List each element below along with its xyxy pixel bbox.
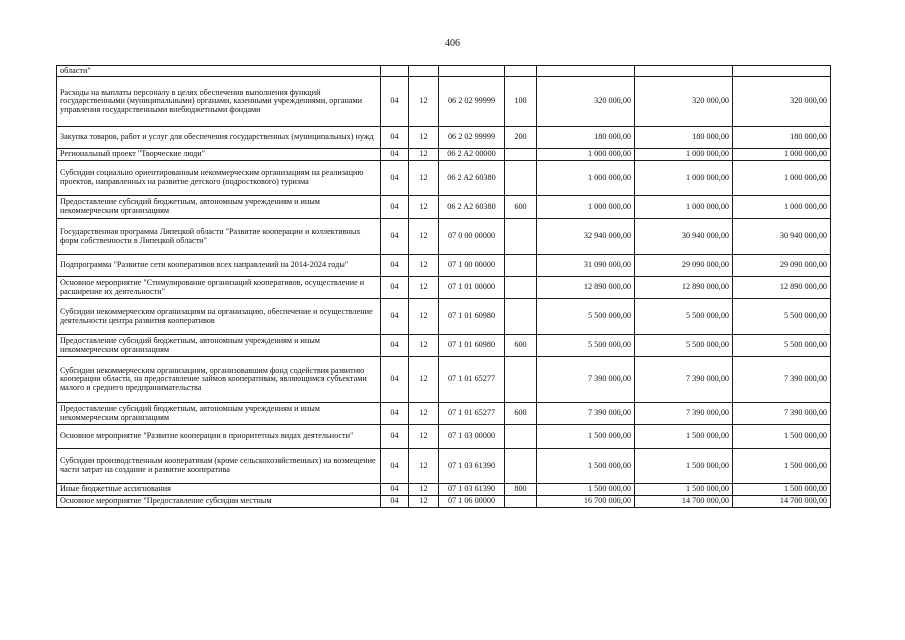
row-name: Расходы на выплаты персоналу в целях обеспечения выполнения функций государственными (муниципальными) органами, казенными учреждениями, органами управления государственными внебюджетными фондами <box>57 77 381 127</box>
table-row <box>57 161 831 196</box>
amount-year-2: 320 000,00 <box>635 77 733 127</box>
expense-kind-code: 200 <box>505 127 537 149</box>
amount-year-2: 29 090 000,00 <box>635 255 733 277</box>
row-name: Иные бюджетные ассигнования <box>57 484 381 496</box>
target-article-code: 07 1 01 60980 <box>439 335 505 357</box>
table-row <box>57 484 831 496</box>
table-row <box>57 219 831 255</box>
subsection-code: 12 <box>409 127 439 149</box>
amount-year-1 <box>537 66 635 77</box>
target-article-code <box>439 66 505 77</box>
subsection-code: 12 <box>409 449 439 484</box>
table-row <box>57 149 831 161</box>
section-code: 04 <box>381 335 409 357</box>
row-name: Подпрограмма "Развитие сети кооперативов всех направлений на 2014-2024 годы" <box>57 255 381 277</box>
target-article-code: 07 1 06 00000 <box>439 496 505 508</box>
expense-kind-code <box>505 255 537 277</box>
section-code: 04 <box>381 357 409 403</box>
expense-kind-code <box>505 149 537 161</box>
amount-year-1: 7 390 000,00 <box>537 403 635 425</box>
amount-year-1: 1 500 000,00 <box>537 449 635 484</box>
target-article-code: 06 2 02 99999 <box>439 127 505 149</box>
table-row <box>57 496 831 508</box>
amount-year-2: 12 890 000,00 <box>635 277 733 299</box>
subsection-code: 12 <box>409 277 439 299</box>
amount-year-2: 1 000 000,00 <box>635 149 733 161</box>
expense-kind-code: 600 <box>505 403 537 425</box>
amount-year-1: 32 940 000,00 <box>537 219 635 255</box>
amount-year-3: 7 390 000,00 <box>733 403 831 425</box>
amount-year-2: 1 000 000,00 <box>635 161 733 196</box>
amount-year-3: 12 890 000,00 <box>733 277 831 299</box>
amount-year-1: 16 700 000,00 <box>537 496 635 508</box>
subsection-code: 12 <box>409 77 439 127</box>
expense-kind-code <box>505 161 537 196</box>
subsection-code: 12 <box>409 357 439 403</box>
target-article-code: 06 2 A2 60380 <box>439 196 505 219</box>
amount-year-1: 1 500 000,00 <box>537 484 635 496</box>
amount-year-3: 30 940 000,00 <box>733 219 831 255</box>
target-article-code: 06 2 A2 00000 <box>439 149 505 161</box>
subsection-code: 12 <box>409 196 439 219</box>
row-name: области" <box>57 66 381 77</box>
expense-kind-code: 100 <box>505 77 537 127</box>
amount-year-3: 5 500 000,00 <box>733 335 831 357</box>
section-code: 04 <box>381 77 409 127</box>
section-code: 04 <box>381 161 409 196</box>
amount-year-2 <box>635 66 733 77</box>
amount-year-2: 7 390 000,00 <box>635 357 733 403</box>
amount-year-3: 1 000 000,00 <box>733 149 831 161</box>
table-row <box>57 403 831 425</box>
amount-year-1: 1 000 000,00 <box>537 196 635 219</box>
expense-kind-code <box>505 299 537 335</box>
amount-year-3: 1 500 000,00 <box>733 484 831 496</box>
section-code: 04 <box>381 127 409 149</box>
table-row <box>57 196 831 219</box>
row-name: Региональный проект "Творческие люди" <box>57 149 381 161</box>
table-row <box>57 299 831 335</box>
amount-year-1: 5 500 000,00 <box>537 335 635 357</box>
amount-year-2: 1 500 000,00 <box>635 425 733 449</box>
expense-kind-code: 800 <box>505 484 537 496</box>
row-name: Государственная программа Липецкой области "Развитие кооперации и коллективных форм собственности в Липецкой области" <box>57 219 381 255</box>
row-name: Субсидии некоммерческим организациям, организовавшим фонд содействия развитию кооперации области, на предоставление займов кооперативам, являющимся субъектами малого и среднего предпринимательства <box>57 357 381 403</box>
row-name: Предоставление субсидий бюджетным, автономным учреждениям и иным некоммерческим организациям <box>57 403 381 425</box>
target-article-code: 07 1 01 65277 <box>439 357 505 403</box>
target-article-code: 07 0 00 00000 <box>439 219 505 255</box>
target-article-code: 07 1 00 00000 <box>439 255 505 277</box>
section-code <box>381 66 409 77</box>
target-article-code: 07 1 01 60980 <box>439 299 505 335</box>
target-article-code: 06 2 A2 60380 <box>439 161 505 196</box>
target-article-code: 07 1 03 00000 <box>439 425 505 449</box>
amount-year-1: 1 000 000,00 <box>537 161 635 196</box>
amount-year-2: 5 500 000,00 <box>635 299 733 335</box>
row-name: Предоставление субсидий бюджетным, автономным учреждениям и иным некоммерческим организациям <box>57 335 381 357</box>
target-article-code: 07 1 03 61390 <box>439 484 505 496</box>
amount-year-2: 30 940 000,00 <box>635 219 733 255</box>
subsection-code: 12 <box>409 255 439 277</box>
budget-table-body <box>57 66 831 508</box>
amount-year-2: 14 700 000,00 <box>635 496 733 508</box>
section-code: 04 <box>381 219 409 255</box>
table-row <box>57 425 831 449</box>
section-code: 04 <box>381 149 409 161</box>
section-code: 04 <box>381 196 409 219</box>
amount-year-3: 29 090 000,00 <box>733 255 831 277</box>
expense-kind-code <box>505 219 537 255</box>
section-code: 04 <box>381 255 409 277</box>
budget-table <box>56 65 831 508</box>
table-row <box>57 335 831 357</box>
amount-year-2: 5 500 000,00 <box>635 335 733 357</box>
amount-year-3: 5 500 000,00 <box>733 299 831 335</box>
section-code: 04 <box>381 484 409 496</box>
row-name: Субсидии некоммерческим организациям на организацию, обеспечение и осуществление деятельности центра развития кооперативов <box>57 299 381 335</box>
expense-kind-code <box>505 357 537 403</box>
table-row <box>57 255 831 277</box>
section-code: 04 <box>381 449 409 484</box>
subsection-code: 12 <box>409 161 439 196</box>
amount-year-3 <box>733 66 831 77</box>
section-code: 04 <box>381 425 409 449</box>
subsection-code: 12 <box>409 299 439 335</box>
subsection-code <box>409 66 439 77</box>
table-row <box>57 357 831 403</box>
amount-year-3: 1 500 000,00 <box>733 449 831 484</box>
subsection-code: 12 <box>409 425 439 449</box>
amount-year-1: 1 500 000,00 <box>537 425 635 449</box>
amount-year-2: 7 390 000,00 <box>635 403 733 425</box>
amount-year-3: 1 000 000,00 <box>733 196 831 219</box>
amount-year-1: 320 000,00 <box>537 77 635 127</box>
amount-year-3: 14 700 000,00 <box>733 496 831 508</box>
amount-year-1: 12 890 000,00 <box>537 277 635 299</box>
expense-kind-code <box>505 277 537 299</box>
expense-kind-code: 600 <box>505 335 537 357</box>
row-name: Основное мероприятие "Стимулирование организаций кооперативов, осуществление и расширение их деятельности" <box>57 277 381 299</box>
amount-year-2: 180 000,00 <box>635 127 733 149</box>
section-code: 04 <box>381 299 409 335</box>
table-row <box>57 127 831 149</box>
amount-year-3: 320 000,00 <box>733 77 831 127</box>
row-name: Закупка товаров, работ и услуг для обеспечения государственных (муниципальных) нужд <box>57 127 381 149</box>
expense-kind-code <box>505 66 537 77</box>
row-name: Предоставление субсидий бюджетным, автономным учреждениям и иным некоммерческим организациям <box>57 196 381 219</box>
subsection-code: 12 <box>409 403 439 425</box>
page-number: 406 <box>445 38 460 49</box>
amount-year-1: 7 390 000,00 <box>537 357 635 403</box>
row-name: Субсидии социально ориентированным некоммерческим организациям на реализацию проектов, направленных на развитие детского (подросткового) туризма <box>57 161 381 196</box>
subsection-code: 12 <box>409 484 439 496</box>
section-code: 04 <box>381 496 409 508</box>
expense-kind-code <box>505 425 537 449</box>
section-code: 04 <box>381 277 409 299</box>
amount-year-1: 5 500 000,00 <box>537 299 635 335</box>
table-row <box>57 77 831 127</box>
amount-year-1: 31 090 000,00 <box>537 255 635 277</box>
subsection-code: 12 <box>409 496 439 508</box>
target-article-code: 07 1 01 65277 <box>439 403 505 425</box>
expense-kind-code <box>505 496 537 508</box>
target-article-code: 07 1 03 61390 <box>439 449 505 484</box>
subsection-code: 12 <box>409 219 439 255</box>
row-name: Основное мероприятие "Предоставление субсидии местным <box>57 496 381 508</box>
amount-year-1: 1 000 000,00 <box>537 149 635 161</box>
table-row <box>57 66 831 77</box>
table-row <box>57 449 831 484</box>
amount-year-3: 180 000,00 <box>733 127 831 149</box>
subsection-code: 12 <box>409 149 439 161</box>
amount-year-3: 7 390 000,00 <box>733 357 831 403</box>
expense-kind-code <box>505 449 537 484</box>
subsection-code: 12 <box>409 335 439 357</box>
target-article-code: 06 2 02 99999 <box>439 77 505 127</box>
amount-year-3: 1 500 000,00 <box>733 425 831 449</box>
row-name: Основное мероприятие "Развитие кооперации в приоритетных видах деятельности" <box>57 425 381 449</box>
amount-year-3: 1 000 000,00 <box>733 161 831 196</box>
row-name: Субсидии производственным кооперативам (кроме сельскохозяйственных) на возмещение части затрат на создание и развитие кооператива <box>57 449 381 484</box>
expense-kind-code: 600 <box>505 196 537 219</box>
amount-year-2: 1 500 000,00 <box>635 484 733 496</box>
amount-year-1: 180 000,00 <box>537 127 635 149</box>
section-code: 04 <box>381 403 409 425</box>
target-article-code: 07 1 01 00000 <box>439 277 505 299</box>
table-row <box>57 277 831 299</box>
amount-year-2: 1 000 000,00 <box>635 196 733 219</box>
amount-year-2: 1 500 000,00 <box>635 449 733 484</box>
